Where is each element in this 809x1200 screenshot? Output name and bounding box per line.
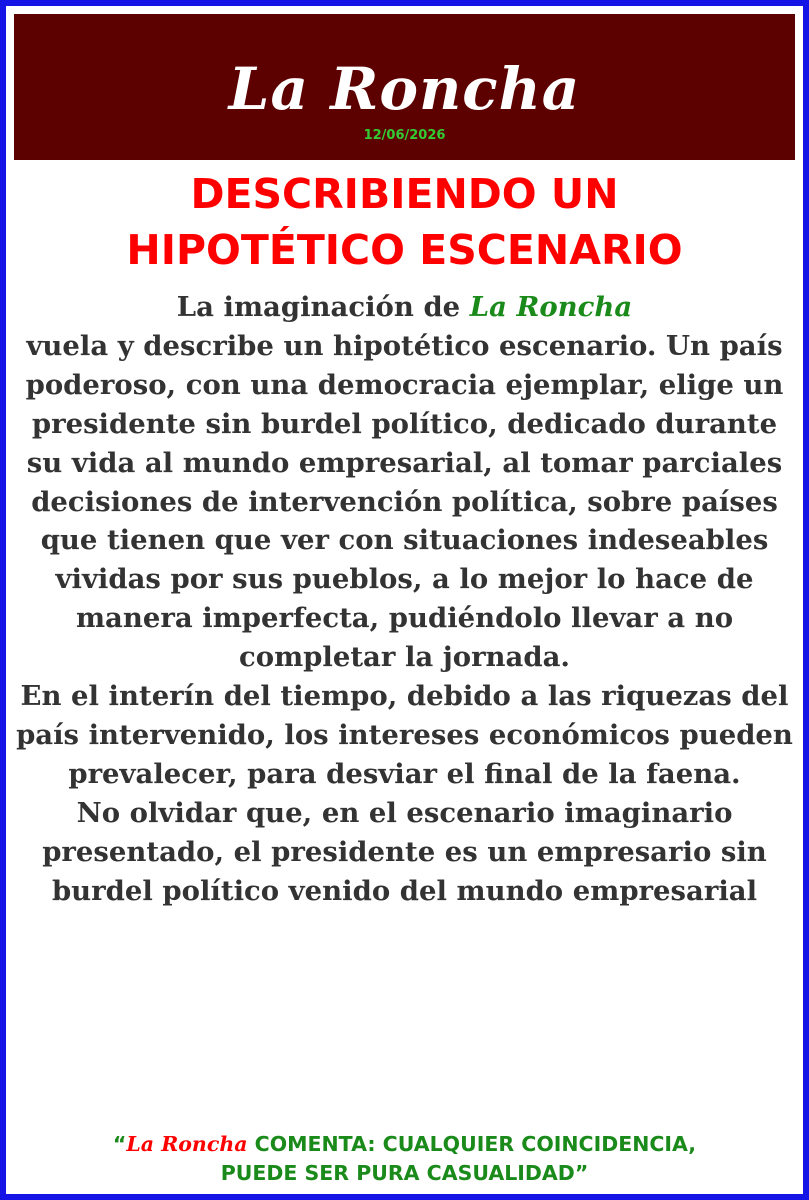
headline bbox=[14, 166, 795, 278]
issue-date: 12/06/2026 bbox=[363, 128, 446, 143]
footer-comment-line-2: PUEDE SER PURA CASUALIDAD” bbox=[220, 1161, 589, 1185]
masthead-banner bbox=[14, 14, 795, 160]
headline-line-2: HIPOTÉTICO ESCENARIO bbox=[126, 226, 683, 274]
article-inline-brand: La Roncha bbox=[469, 291, 633, 323]
article-body bbox=[14, 288, 795, 911]
headline-line-1: DESCRIBIENDO UN bbox=[190, 170, 619, 218]
footer-open-quote: “ bbox=[112, 1132, 127, 1156]
footer-comment bbox=[14, 1130, 795, 1188]
article-paragraph-3: No olvidar que, en el escenario imaginario presentado, el presidente es un empresario sin burdel político venido del mundo empresarial bbox=[42, 796, 767, 907]
article-intro-prefix: La imaginación de bbox=[176, 291, 470, 323]
article-paragraph-1-rest: vuela y describe un hipotético escenario. Un país poderoso, con una democracia ejemplar, elige un presidente sin burdel político, dedicado durante su vida al mundo empresarial, al tomar parciales decisiones de intervención política, sobre países que tienen que ver con situaciones indeseables vividas por sus pueblos, a lo mejor lo hace de manera imperfecta, pudiéndolo llevar a no completar la jornada. bbox=[25, 329, 784, 674]
footer-brand: La Roncha bbox=[126, 1132, 248, 1156]
masthead-title: La Roncha bbox=[228, 55, 581, 123]
article-paragraph-1 bbox=[14, 288, 795, 677]
article-paragraph-2: En el interín del tiempo, debido a las riquezas del país intervenido, los intereses económicos pueden prevalecer, para desviar el final de la faena. bbox=[16, 680, 793, 790]
footer-comment-line-1: COMENTA: CUALQUIER COINCIDENCIA, bbox=[247, 1132, 697, 1156]
